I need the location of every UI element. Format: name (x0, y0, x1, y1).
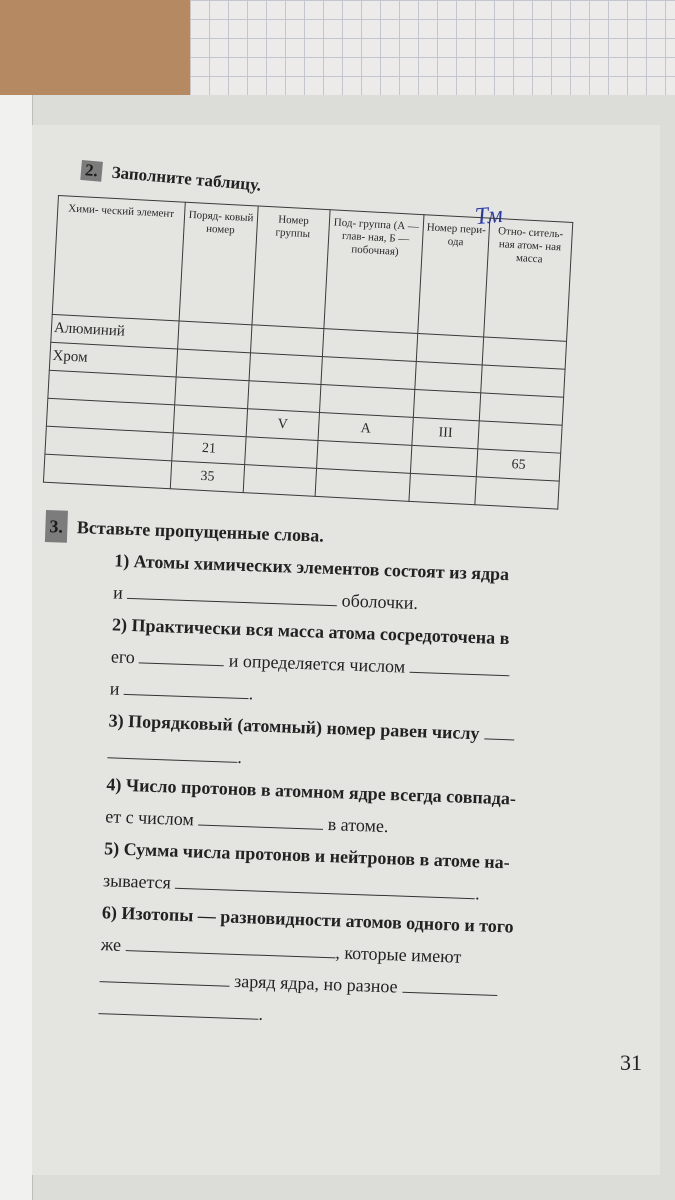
item6-line1: 6) Изотопы — разновидности атомов одного и того (101, 902, 514, 937)
task3-title: Вставьте пропущенные слова. (76, 517, 325, 546)
table-cell[interactable]: Хром (49, 342, 177, 377)
table-cell[interactable] (175, 377, 249, 409)
table-cell[interactable]: Алюминий (51, 314, 179, 349)
task2-number: 2. (80, 160, 102, 182)
table-cell[interactable]: III (412, 417, 479, 448)
table-cell[interactable] (251, 325, 324, 357)
header-element: Хими- ческий элемент (52, 196, 185, 321)
header-atomic-mass: Отно- ситель- ная атом- ная масса (484, 218, 573, 341)
item4-blank[interactable] (198, 809, 324, 830)
item3-blank-2[interactable] (107, 741, 238, 763)
item6-blank-4[interactable] (98, 997, 258, 1020)
header-atomic-number: Поряд- ковый номер (179, 202, 258, 325)
task3-exercise (28, 510, 606, 1041)
header-subgroup: Под- группа (А — глав- ная, Б — побочная) (324, 210, 424, 334)
left-page-edge (0, 95, 33, 1200)
task2-title: Заполните таблицу. (110, 162, 262, 195)
item5-line1: 5) Сумма числа протонов и нейтронов в атоме на- (103, 838, 511, 873)
table-cell[interactable] (482, 337, 566, 369)
item6-text-end-2: . (258, 1003, 264, 1024)
item3-text: 3) Порядковый (атомный) номер равен числу (108, 710, 480, 744)
table-cell[interactable]: 21 (172, 433, 246, 465)
table-cell[interactable]: 65 (476, 449, 560, 481)
item5-text-end: . (474, 883, 481, 904)
item4-line1: 4) Число протонов в атомном ядре всегда совпада- (106, 774, 517, 809)
item6-text-mid: заряд ядра, но разное (233, 970, 398, 997)
teacher-signature: Тм (473, 201, 504, 231)
item2-text: его (110, 646, 136, 668)
item2-blank-2[interactable] (409, 656, 510, 676)
item4-text: ет с числом (104, 806, 195, 830)
table-cell[interactable] (248, 381, 321, 413)
page-number: 31 (620, 1050, 642, 1075)
table-cell[interactable] (481, 365, 565, 397)
item2-blank-1[interactable] (139, 646, 225, 666)
table-cell[interactable] (475, 477, 559, 509)
item5-text: зывается (102, 870, 172, 893)
header-period: Номер пери- ода (418, 215, 490, 337)
item1-line1: 1) Атомы химических элементов состоят из ядра (113, 550, 510, 585)
table-cell[interactable] (416, 334, 483, 365)
table-cell[interactable] (409, 473, 476, 504)
table-cell[interactable] (43, 454, 171, 489)
table-cell[interactable] (478, 421, 562, 453)
table-cell[interactable] (245, 437, 318, 469)
header-group: Номер группы (252, 206, 330, 329)
item6-blank-3[interactable] (402, 976, 498, 996)
table-cell[interactable] (315, 468, 410, 501)
item2-text-mid: и определяется числом (228, 650, 406, 677)
table-cell[interactable] (176, 349, 250, 381)
item6-blank-2[interactable] (100, 965, 231, 987)
table-cell[interactable] (178, 321, 252, 353)
item5-blank[interactable] (175, 872, 475, 899)
item1-blank[interactable] (127, 582, 337, 606)
item6-text: же (100, 934, 122, 955)
item3-text-end: . (237, 746, 243, 767)
item6-blank-1[interactable] (125, 934, 335, 958)
item2-line1: 2) Практически вся масса атома сосредоточена в (111, 614, 510, 649)
table-cell[interactable] (413, 389, 480, 420)
table-cell[interactable] (415, 361, 482, 392)
table-cell[interactable] (173, 405, 247, 437)
item1-text: и (112, 582, 124, 603)
elements-table (43, 195, 573, 510)
item4-text-end: в атоме. (327, 814, 389, 837)
table-cell[interactable]: 35 (170, 461, 244, 493)
item2-text-end: . (248, 683, 254, 704)
item2-text-3: и (109, 678, 120, 699)
item6-text-end: , которые имеют (335, 942, 462, 967)
item2-blank-3[interactable] (124, 678, 250, 699)
task3-number: 3. (45, 510, 68, 543)
table-cell[interactable] (243, 465, 316, 497)
item1-text-end: оболочки. (341, 590, 419, 614)
table-cell[interactable] (479, 393, 563, 425)
item3-blank-1[interactable] (484, 722, 515, 740)
table-cell[interactable] (410, 445, 477, 476)
grid-paper-sheet (190, 0, 675, 95)
table-cell[interactable]: V (246, 409, 319, 441)
table-cell[interactable]: А (318, 412, 413, 445)
table-cell[interactable] (249, 353, 322, 385)
